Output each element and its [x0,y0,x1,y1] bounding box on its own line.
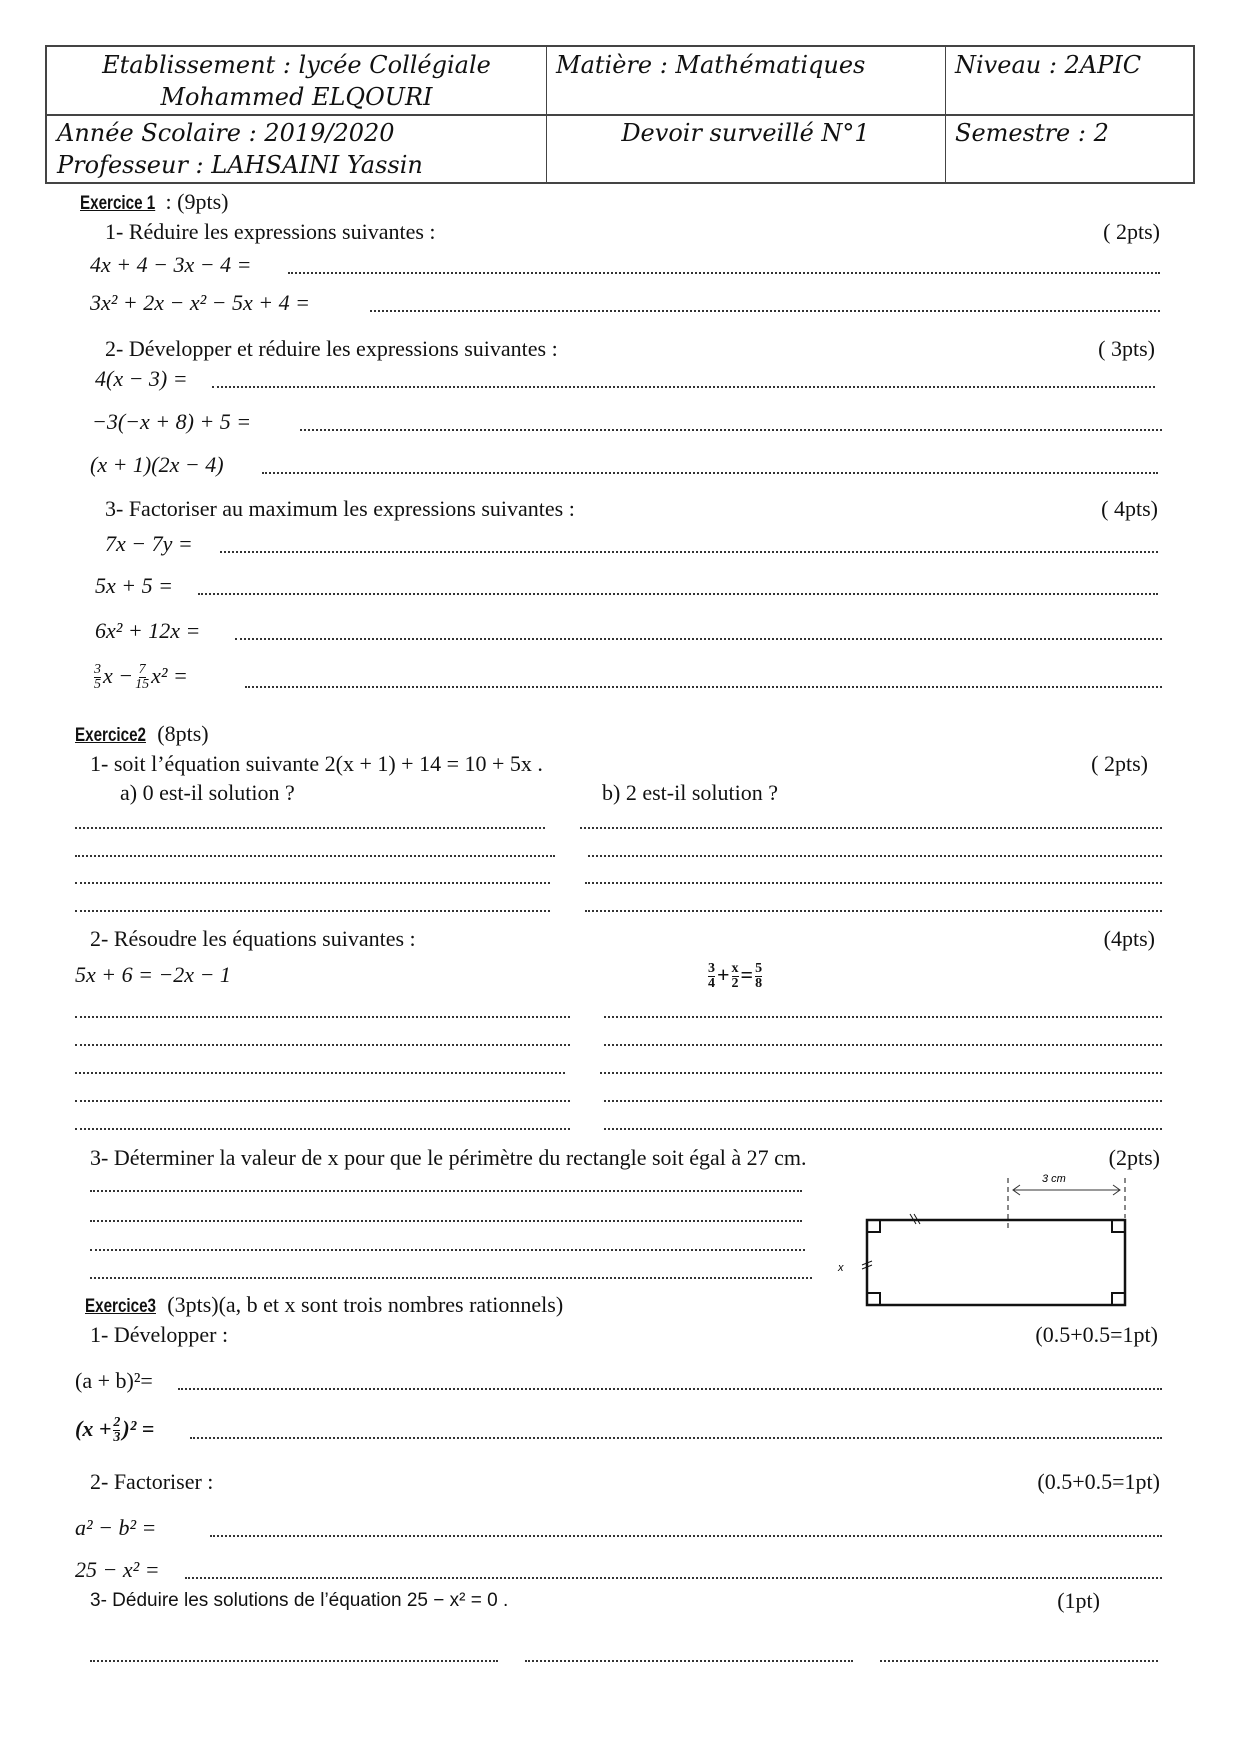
expr: 7x − 7y = [105,531,193,556]
answer-line[interactable] [600,1072,1162,1074]
ex3-q1: 1- Développer : [90,1322,229,1347]
ex3-q3: 3- Déduire les solutions de l’équation 25 − x² = 0 . [90,1590,509,1611]
expr: 5x + 5 = [95,573,173,598]
answer-line[interactable] [880,1660,1158,1662]
answer-line[interactable] [75,910,550,912]
establishment: Etablissement : lycée Collégiale Mohammed ELQOURI [102,51,491,111]
answer-line[interactable] [585,910,1162,912]
ex3-q3-points: (1pt) [1057,1588,1100,1613]
level: Niveau : 2APIC [955,51,1142,79]
answer-line[interactable] [75,1100,570,1102]
expr: 6x² + 12x = [95,618,201,643]
ex2-q2-points: (4pts) [1103,926,1155,951]
ex1-q2: 2- Développer et réduire les expressions suivantes : [105,336,558,361]
answer-line[interactable] [90,1190,802,1192]
expr: 25 − x² = [75,1557,160,1582]
answer-line[interactable] [75,1128,570,1130]
answer-line[interactable] [300,429,1162,431]
answer-line[interactable] [75,827,545,829]
subject: Matière : Mathématiques [556,51,866,79]
answer-line[interactable] [245,686,1162,688]
expr: $\frac{3}{5}$ x − $\frac{7}{15}$ x² = [94,662,188,693]
ex2-heading: Exercice2 (8pts) [75,721,209,746]
expr: (x + 1)(2x − 4) [90,452,224,477]
ex1-heading: Exercice 1 : (9pts) [80,189,229,214]
expr: −3(−x + 8) + 5 = [92,409,252,434]
answer-line[interactable] [90,1249,805,1251]
ex1-q1: 1- Réduire les expressions suivantes : [105,219,436,244]
ex2-q1a: a) 0 est-il solution ? [120,780,295,805]
expr: a² − b² = [75,1515,157,1540]
ex3-q1-points: (0.5+0.5=1pt) [1035,1322,1158,1347]
ex2-q1: 1- soit l’équation suivante 2(x + 1) + 14 = 10 + 5x . [90,751,543,776]
ex3-q2: 2- Factoriser : [90,1469,214,1494]
ex1-q3-points: ( 4pts) [1101,496,1158,521]
answer-line[interactable] [178,1388,1162,1390]
answer-line[interactable] [525,1660,853,1662]
answer-line[interactable] [90,1660,498,1662]
answer-line[interactable] [75,855,555,857]
answer-line[interactable] [604,1016,1162,1018]
width-label: x [838,1262,844,1274]
answer-line[interactable] [604,1128,1162,1130]
rectangle-figure [830,1170,1140,1315]
ex1-q1-points: ( 2pts) [1103,219,1160,244]
answer-line[interactable] [262,472,1158,474]
ex2-q3-points: (2pts) [1108,1145,1160,1170]
expr: 3x² + 2x − x² − 5x + 4 = [90,290,310,315]
answer-line[interactable] [588,855,1162,857]
answer-line[interactable] [585,882,1162,884]
answer-line[interactable] [288,272,1160,274]
ex1-q2-points: ( 3pts) [1098,336,1155,361]
ex2-q2: 2- Résoudre les équations suivantes : [90,926,416,951]
answer-line[interactable] [75,882,550,884]
school-year-prof: Année Scolaire : 2019/2020 Professeur : LAHSAINI Yassin [57,119,423,179]
answer-line[interactable] [604,1100,1162,1102]
expr: (a + b)²= [75,1368,153,1393]
answer-line[interactable] [75,1072,565,1074]
expr: 4(x − 3) = [95,366,188,391]
answer-line[interactable] [580,827,1162,829]
ex2-q1b: b) 2 est-il solution ? [602,780,778,805]
ex1-q3: 3- Factoriser au maximum les expressions suivantes : [105,496,575,521]
ex3-heading: Exercice3 (3pts)(a, b et x sont trois nombres rationnels) [85,1292,564,1317]
answer-line[interactable] [220,551,1158,553]
answer-line[interactable] [370,310,1160,312]
answer-line[interactable] [75,1016,570,1018]
answer-line[interactable] [75,1044,570,1046]
exam-title: Devoir surveillé N°1 [621,119,870,147]
semester: Semestre : 2 [955,119,1109,147]
answer-line[interactable] [190,1437,1162,1439]
expr: 4x + 4 − 3x − 4 = [90,252,252,277]
ex3-q2-points: (0.5+0.5=1pt) [1037,1469,1160,1494]
answer-line[interactable] [604,1044,1162,1046]
equation: 5x + 6 = −2x − 1 [75,962,231,987]
answer-line[interactable] [235,638,1162,640]
expr: (x + $\frac{2}{3}$ )² = [75,1415,155,1446]
header-table [45,45,1195,184]
length-label: 3 cm [1042,1173,1066,1185]
answer-line[interactable] [185,1577,1162,1579]
answer-line[interactable] [212,386,1155,388]
ex2-q3: 3- Déterminer la valeur de x pour que le périmètre du rectangle soit égal à 27 cm. [90,1145,807,1170]
answer-line[interactable] [198,593,1158,595]
answer-line[interactable] [210,1535,1162,1537]
answer-line[interactable] [90,1220,802,1222]
answer-line[interactable] [90,1277,812,1279]
ex2-q1-points: ( 2pts) [1091,751,1148,776]
equation: $\frac{3}{4}$ + $\frac{x}{2}$ = $\frac{5}{8}$ [708,961,763,992]
